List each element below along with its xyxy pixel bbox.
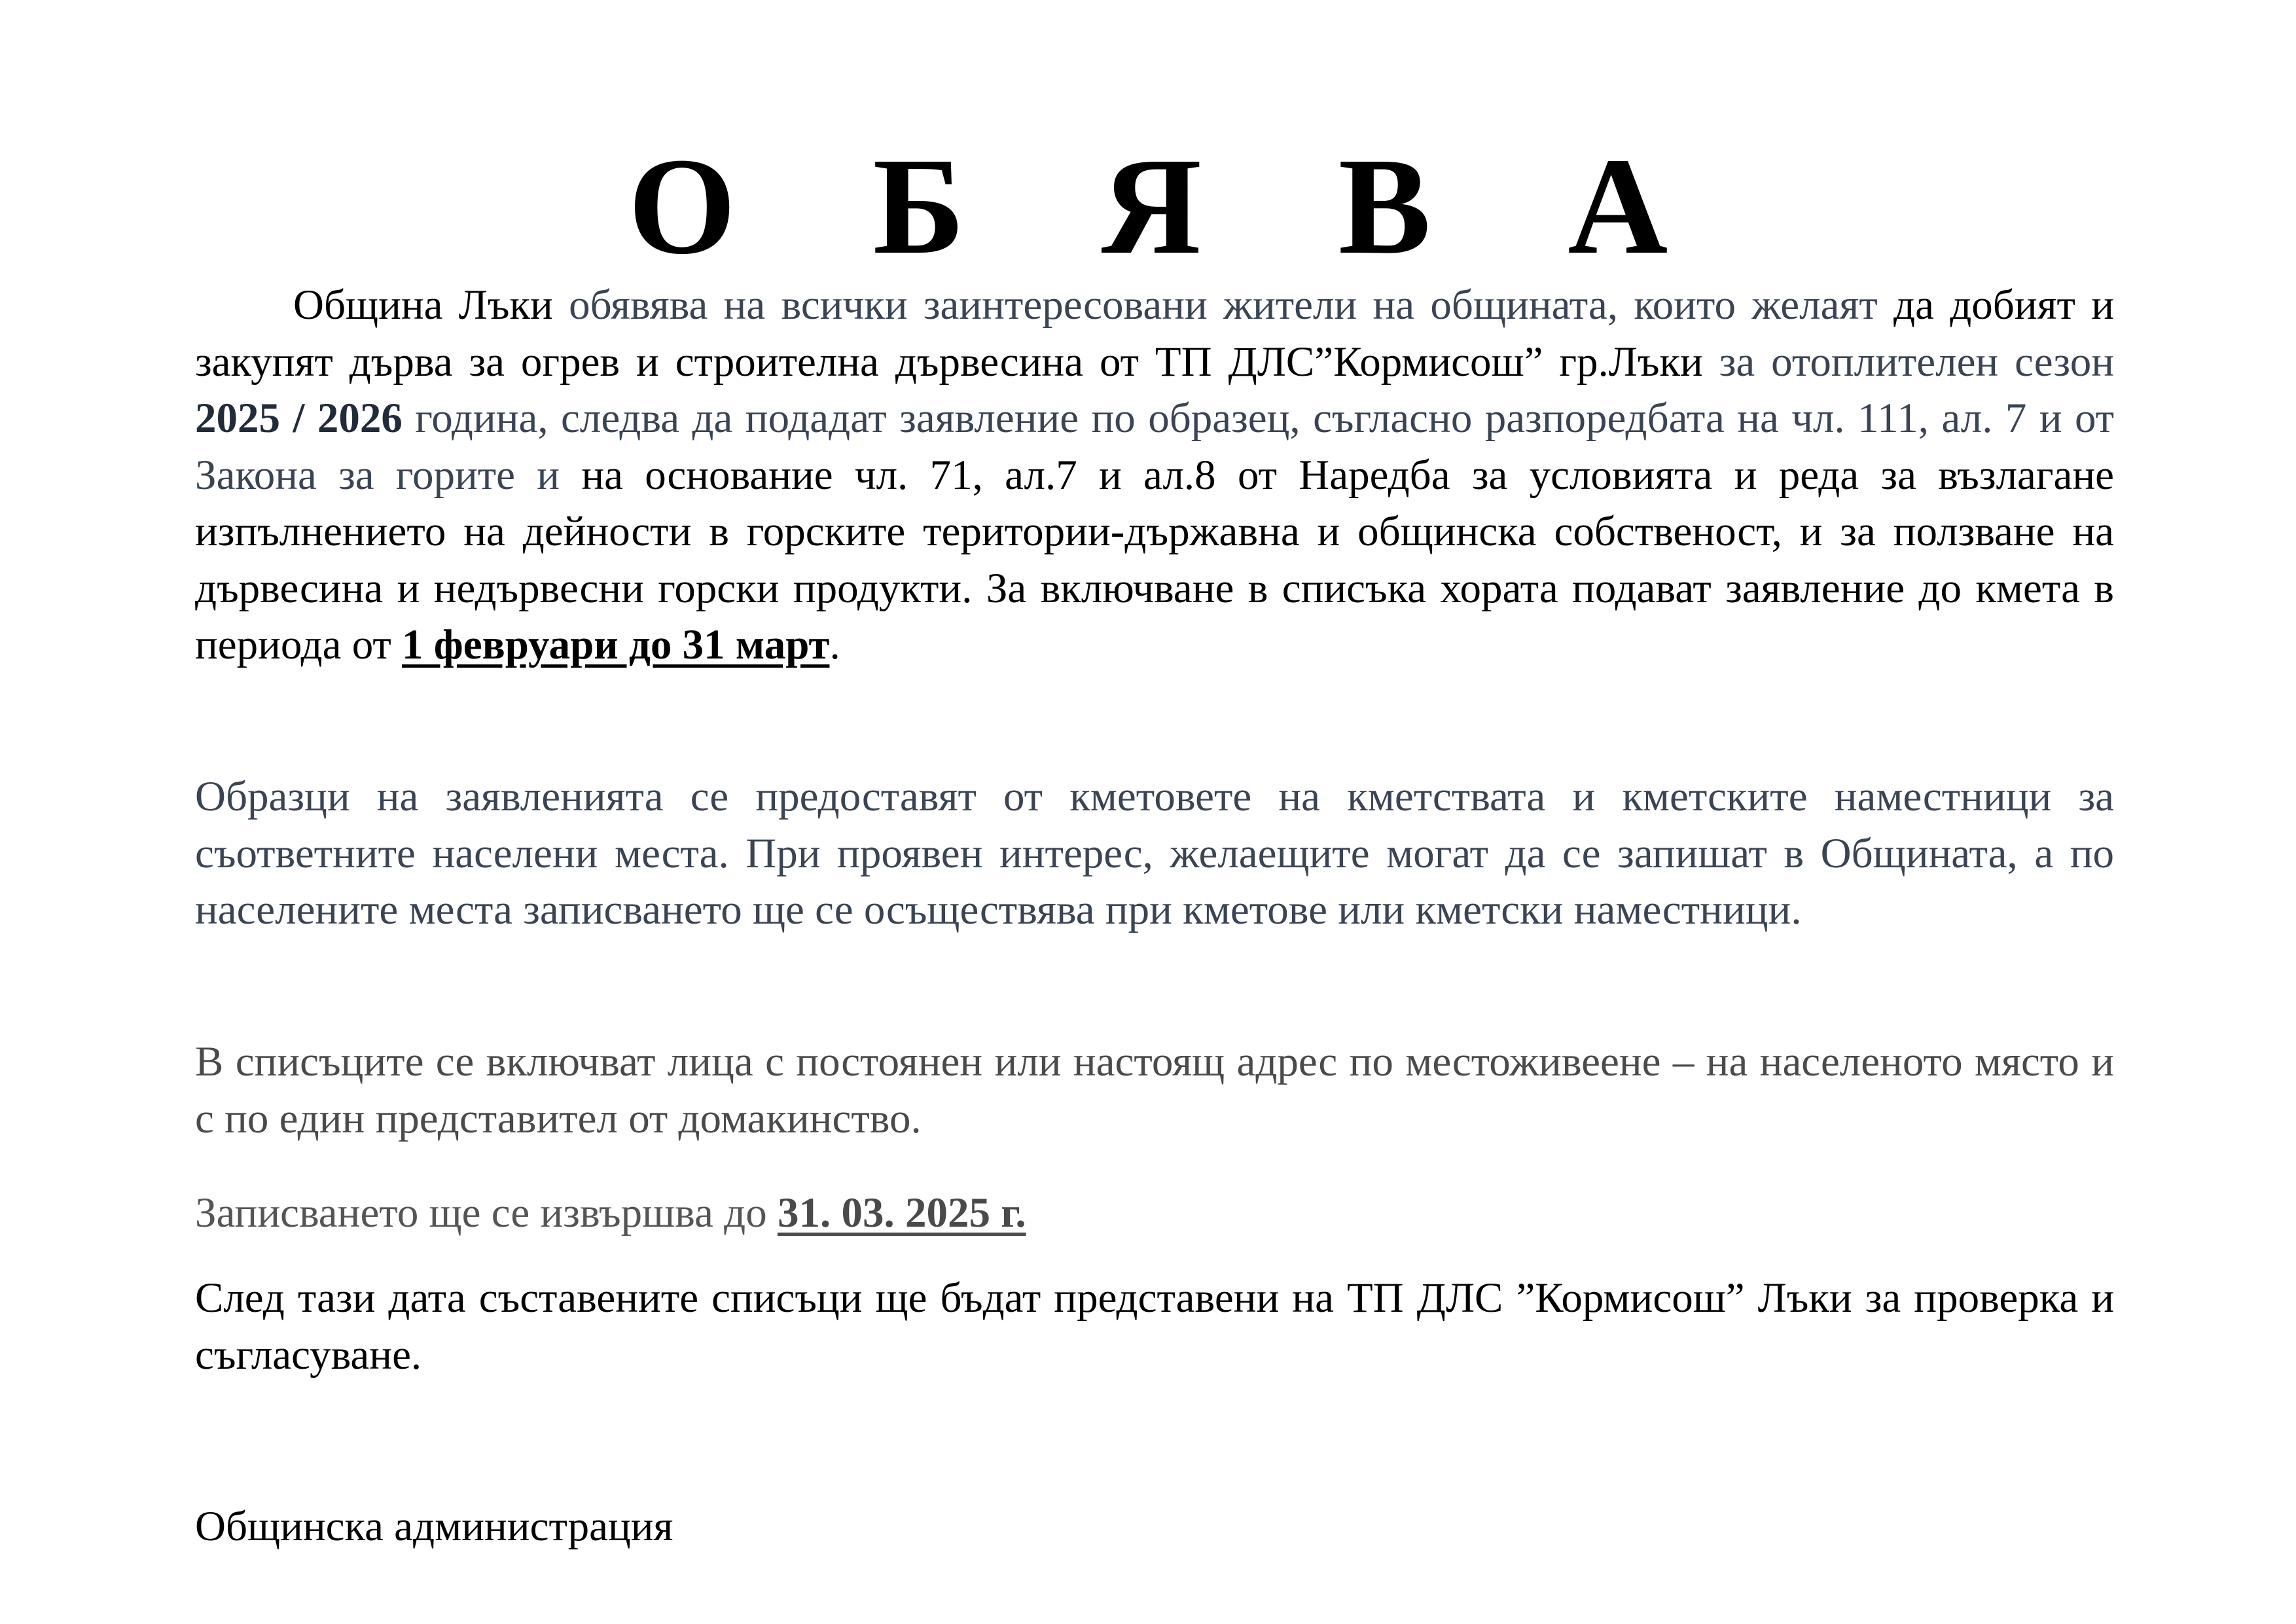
municipality-name: Община Лъки: [293, 281, 553, 329]
announcement-text: за отоплителен сезон: [1702, 338, 2114, 386]
paragraph-forms: Образци на заявленията се предоставят от кметовете на кметствата и кметските наместници за съответните населени места. При проявен интерес, желаещите могат да се запишат в Общината, а по населените места записването ще се осъществява при кметове или кметски наместници.: [195, 773, 2114, 933]
paragraph-after-date: След тази дата съставените списъци ще бъдат представени на ТП ДЛС ”Кормисош” Лъки за проверка и съгласуване.: [195, 1274, 2114, 1379]
announcement-text: да добият и закупят дърва за огрев и строителна дървесина от ТП ДЛС”Кормисош” гр.Лъки: [195, 281, 2115, 386]
deadline-date: 31. 03. 2025 г.: [777, 1189, 1026, 1236]
deadline-text: Записването ще се извършва до: [195, 1189, 778, 1236]
heating-season: 2025 / 2026: [195, 395, 403, 442]
paragraph-announcement: [195, 277, 2114, 674]
paragraph-deadline: [195, 1185, 2114, 1242]
announcement-text: обявява на всички заинтересовани жители на общината, които желаят: [552, 281, 1894, 329]
announcement-text: .: [829, 621, 840, 668]
signature: Общинска администрация: [195, 1503, 673, 1550]
document-title: О Б Я В А: [628, 129, 1719, 283]
application-period: 1 февруари до 31 март: [402, 621, 830, 668]
announcement-text: година, следва да подадат заявление по образец, съгласно разпоредбата на чл. 111, ал. 7 и от Закона за горите и: [195, 395, 2115, 499]
announcement-text: на основание чл. 71, ал.7 и ал.8 от Наредба за условията и реда за възлагане изпълнението на дейности в горските територии-държавна и общинска собственост, и за ползване на дървесина и недървесни горски продукти. За включване в списъка хората подават заявление до кмета в периода от: [195, 451, 2114, 668]
paragraph-eligibility: В списъците се включват лица с постоянен или настоящ адрес по местоживеене – на населеното място и с по един представител от домакинство.: [195, 1038, 2114, 1142]
